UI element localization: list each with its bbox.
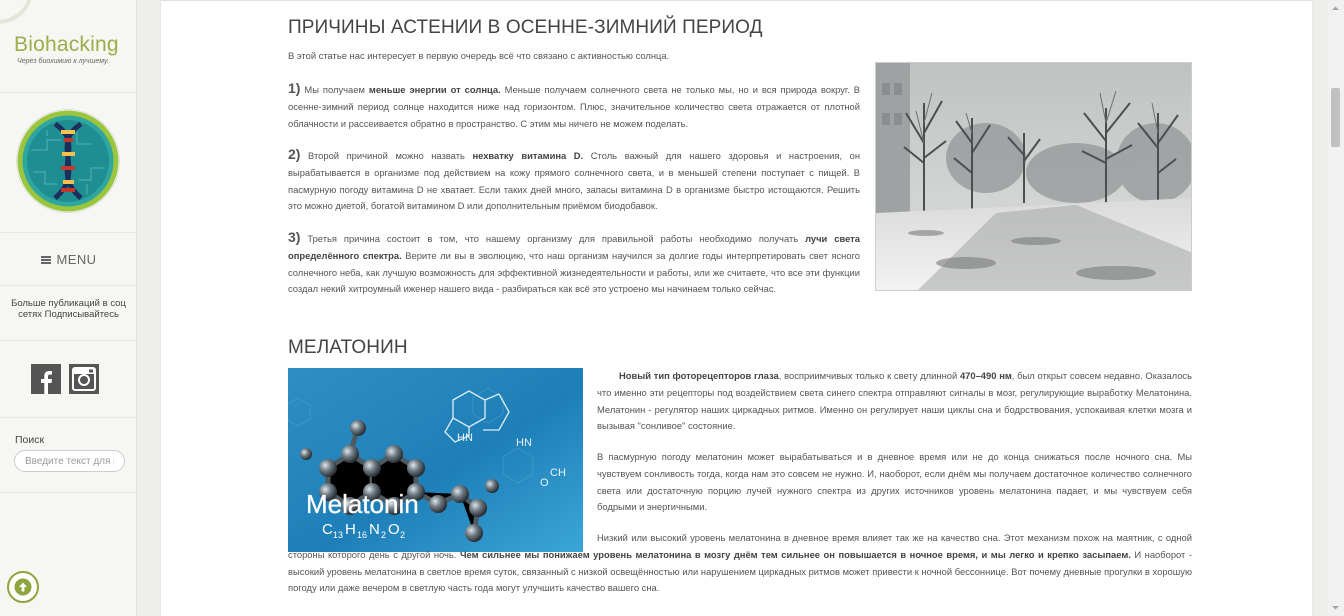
search-label: Поиск [15, 434, 45, 446]
hamburger-icon [41, 256, 51, 264]
winter-park-image [875, 62, 1192, 291]
divider [0, 92, 137, 93]
article-content [161, 0, 1312, 616]
facebook-icon [31, 364, 61, 394]
scroll-up-button[interactable] [1327, 0, 1344, 17]
melatonin-molecule-image [288, 368, 583, 552]
site-brand[interactable]: Biohacking [14, 33, 119, 56]
melatonin-image-title: Melatonin [306, 489, 419, 519]
svg-text:O: O [540, 477, 549, 489]
menu-toggle[interactable] [0, 252, 137, 267]
scroll-to-top-button[interactable] [7, 571, 39, 603]
svg-text:O: O [388, 521, 400, 538]
divider [0, 285, 137, 286]
section-title-melatonin: МЕЛАТОНИН [288, 337, 408, 358]
svg-text:CH: CH [550, 467, 566, 479]
scroll-down-button[interactable] [1327, 599, 1344, 616]
search-input[interactable] [14, 450, 125, 472]
svg-text:HN: HN [457, 432, 473, 444]
svg-text:HN: HN [516, 437, 532, 449]
social-prompt: Больше публикаций в соц сетях Подписывайтесь [11, 298, 126, 320]
divider [0, 340, 137, 341]
chevron-up-icon [1327, 0, 1344, 17]
svg-text:2: 2 [381, 530, 387, 540]
article-intro: В этой статье нас интересует в первую очередь всё что связано с активностью солнца. [288, 50, 670, 61]
melatonin-paragraph-2: В пасмурную погоду мелатонин может вырабатываться и в дневное время или не до конца снижаться после ночного сна. Мы чувствуем сонливость тогда, когда нам это совсем не нужно. И, наоборот, если днём мы получаем достаточное количество солнечного света или достаточную порцию лучей нужного спектра из других источников уровень мелатонина падает, и мы чувствуем себя бодрыми и энергичными. [597, 451, 1192, 513]
reason-paragraph-2: 2) Второй причиной можно назвать нехватку витамина D. Столь важный для нашего здоровья и настроения, он вырабатывается в организме под действием на кожу прямого солнечного света, и в меньшей степени поступает с пищей. В пасмурную погоду витамина D не хватает. Если таких дней много, запасы витамина D в организме быстро истощаются. Решить это можно диетой, богатой витамином D или дополнительным приёмом биодобавок. [288, 146, 860, 212]
facebook-link[interactable] [31, 364, 61, 394]
chevron-down-icon [1327, 599, 1344, 616]
melatonin-paragraph-3: Низкий или высокий уровень мелатонина в дневное время влияет так же на качество сна. Этот механизм похож на маятник, с одной стороны которого день с другой ночь. Чем сильнее мы понижаем уровень мелатонина в мозгу днём тем сильнее он повышается в ночное время, и мы легко и крепко засыпаем. И наоборот - высокий уровень мелатонина в светлое время суток, связанный с низкой освещённостью или нарушением циркадных ритмов может привести к ночной бессоннице. Вот почему дневные прогулки в хорошую погоду или даже вечером в светлую часть года могут улучшить качество вашего сна. [288, 532, 1192, 594]
dna-logo-icon [17, 110, 119, 212]
sidebar [0, 0, 137, 616]
menu-label: MENU [56, 252, 97, 267]
instagram-link[interactable] [69, 364, 99, 394]
divider [0, 232, 137, 233]
site-logo[interactable] [17, 110, 119, 212]
svg-text:N: N [369, 521, 380, 538]
vertical-scrollbar[interactable] [1327, 0, 1344, 616]
reason-paragraph-1: 1) Мы получаем меньше энергии от солнца. Меньше получаем солнечного света не только мы, но и вся природа вокруг. В осенне-зимний период солнце находится ниже над горизонтом. Плюс, значительное количество света отражается от плотной облачности и рассеивается обратно в пространство. С этим мы ничего не можем поделать. [288, 80, 860, 129]
svg-text:13: 13 [333, 530, 344, 540]
svg-text:C: C [322, 521, 333, 538]
section-title-asthenia: ПРИЧИНЫ АСТЕНИИ В ОСЕННЕ-ЗИМНИЙ ПЕРИОД [288, 17, 763, 38]
instagram-icon [69, 364, 99, 394]
divider [0, 417, 137, 418]
decorative-circle [0, 0, 32, 24]
svg-text:16: 16 [357, 530, 368, 540]
divider [161, 0, 1312, 1]
site-tagline: Через биохимию к лучшему. [17, 58, 109, 65]
melatonin-paragraph-1: Новый тип фоторецепторов глаза, восприимчивых только к свету длинной 470–490 нм, был открыт совсем недавно. Оказалось что именно эти рецепторы под воздействием света синего спектра отправляют сигналы в мозг, регулирующие выработку Мелатонина. Мелатонин - регулятор наших циркадных ритмов. Именно он регулирует наши циклы сна и бодрствования, успокаивая клетки мозга и вызывая "сонливое" состояние. [597, 370, 1193, 432]
divider [0, 492, 137, 493]
svg-text:2: 2 [400, 530, 406, 540]
svg-text:H: H [345, 521, 356, 538]
arrow-up-icon [9, 573, 37, 601]
reason-paragraph-3: 3) Третья причина состоит в том, что нашему организму для правильной работы необходимо получать лучи света определённого спектра. Верите ли вы в эволюцию, что наш организм научился за долгие годы интерпретировать свет ясного солнечного неба, как лучшую возможность для эффективной жизнедеятельности и работы, или же считаете, что все эти функции создал некий хитроумный иженер нашего вида - разбираться как всё это устроено мы начинаем только сейчас. [288, 229, 861, 295]
scrollbar-thumb[interactable] [1331, 88, 1340, 147]
